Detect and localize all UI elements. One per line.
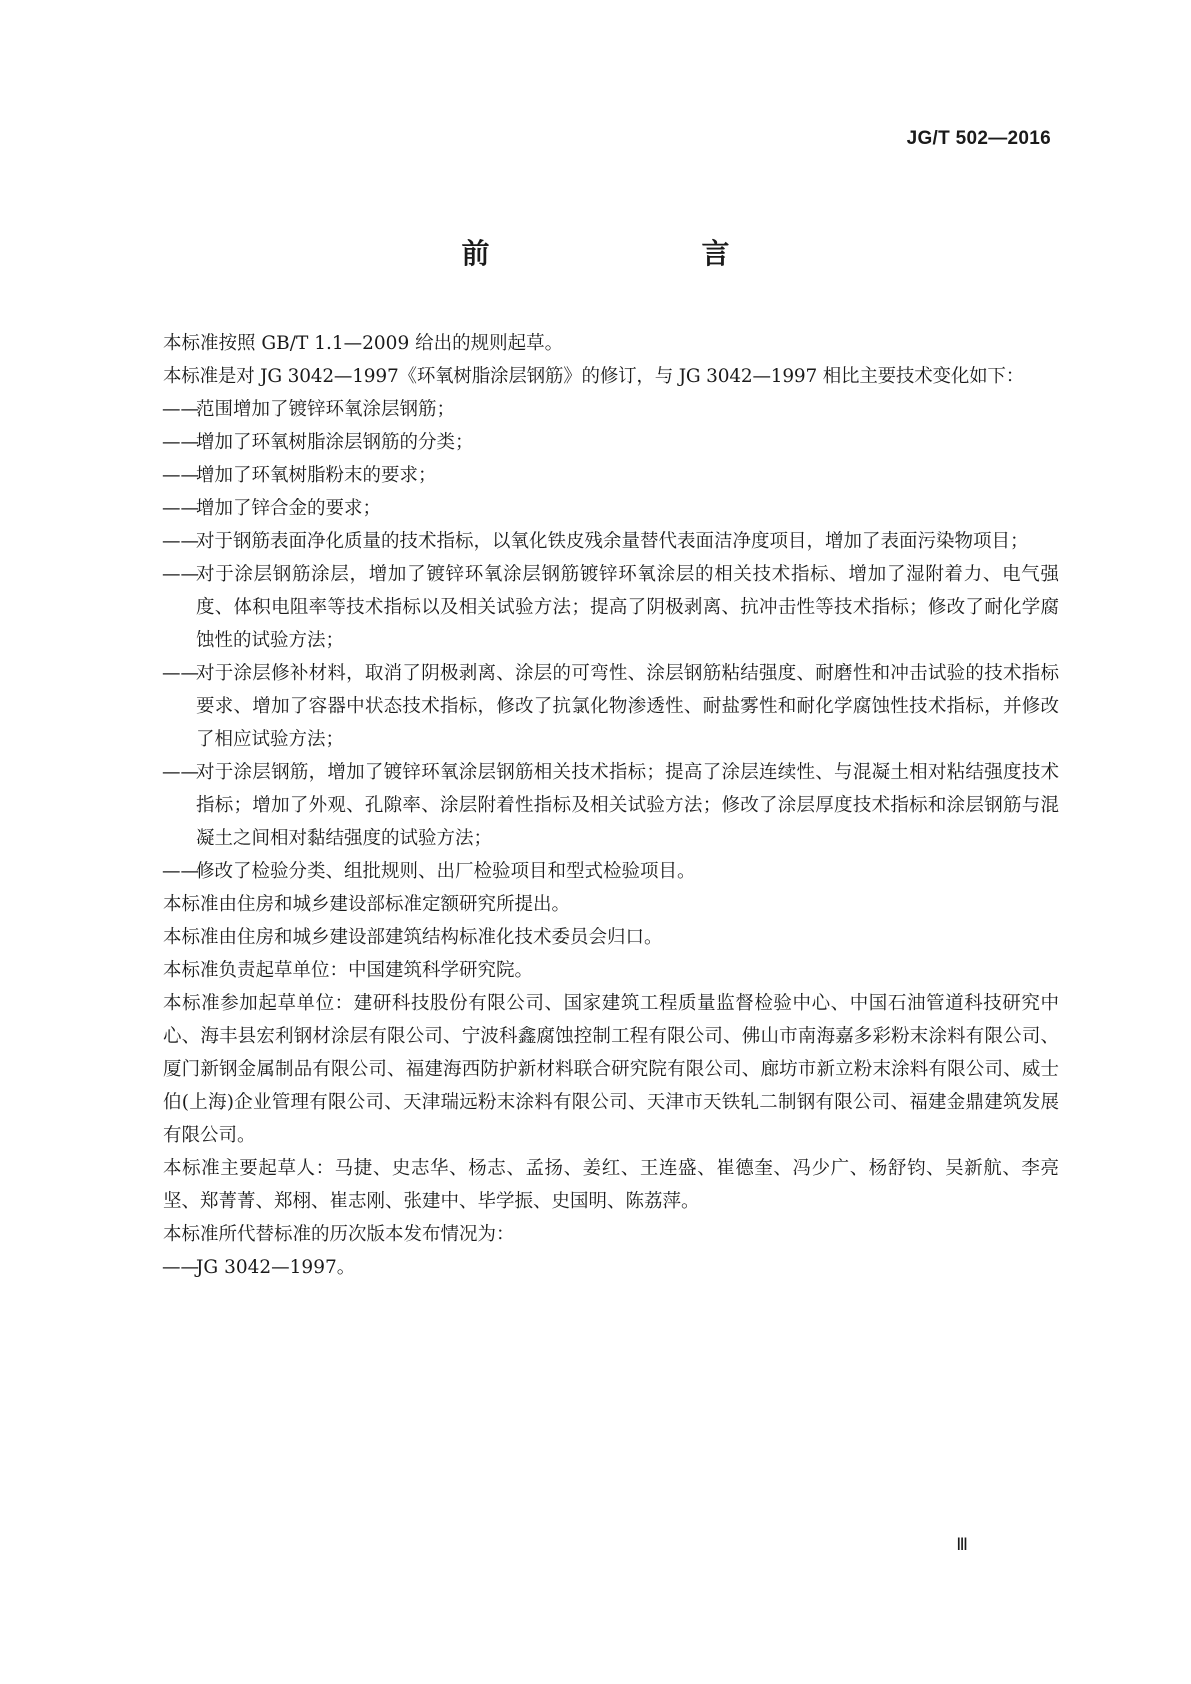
- standard-code: JG/T 502—2016: [906, 128, 1051, 149]
- list-item: [163, 525, 1059, 558]
- changes-list: [163, 393, 1059, 888]
- list-item: [163, 558, 1059, 657]
- dash-mark: ——: [162, 399, 199, 420]
- list-item-text: JG 3042—1997。: [196, 1257, 356, 1278]
- dash-mark: ——: [162, 498, 199, 519]
- list-item-text: 增加了锌合金的要求；: [196, 498, 382, 519]
- paragraph-history-intro: 本标准所代替标准的历次版本发布情况为：: [163, 1224, 515, 1245]
- dash-mark: ——: [162, 465, 199, 486]
- dash-mark: ——: [162, 531, 199, 552]
- page-number: Ⅲ: [956, 1535, 968, 1554]
- paragraph-participating-drafters: 本标准参加起草单位：建研科技股份有限公司、国家建筑工程质量监督检验中心、中国石油管道科技研究中心、海丰县宏利钢材涂层有限公司、宁波科鑫腐蚀控制工程有限公司、佛山市南海嘉多彩粉末涂料有限公司、厦门新钢金属制品有限公司、福建海西防护新材料联合研究院有限公司、廊坊市新立粉末涂料有限公司、威士伯(上海)企业管理有限公司、天津瑞远粉末涂料有限公司、天津市天铁轧二制钢有限公司、福建金鼎建筑发展有限公司。: [163, 993, 1059, 1146]
- paragraph-main-drafters: 本标准主要起草人：马捷、史志华、杨志、孟扬、姜红、王连盛、崔德奎、冯少广、杨舒钧、吴新航、李亮坚、郑菁菁、郑栩、崔志刚、张建中、毕学振、史国明、陈荔萍。: [163, 1158, 1059, 1212]
- list-item: [163, 492, 1059, 525]
- list-item: [163, 1251, 1059, 1284]
- history-list: [163, 1251, 1059, 1284]
- list-item-text: 对于涂层钢筋，增加了镀锌环氧涂层钢筋相关技术指标；提高了涂层连续性、与混凝土相对粘结强度技术指标；增加了外观、孔隙率、涂层附着性指标及相关试验方法；修改了涂层厚度技术指标和涂层钢筋与混凝土之间相对黏结强度的试验方法；: [196, 762, 1059, 849]
- list-item-text: 增加了环氧树脂涂层钢筋的分类；: [196, 432, 474, 453]
- list-item: [163, 459, 1059, 492]
- paragraph-centralized-by: 本标准由住房和城乡建设部建筑结构标准化技术委员会归口。: [163, 927, 663, 948]
- dash-mark: ——: [162, 762, 199, 783]
- list-item-text: 对于涂层钢筋涂层，增加了镀锌环氧涂层钢筋镀锌环氧涂层的相关技术指标、增加了湿附着力、电气强度、体积电阻率等技术指标以及相关试验方法；提高了阴极剥离、抗冲击性等技术指标；修改了耐化学腐蚀性的试验方法；: [196, 564, 1059, 651]
- list-item-text: 对于钢筋表面净化质量的技术指标，以氧化铁皮残余量替代表面洁净度项目，增加了表面污染物项目；: [196, 531, 1029, 552]
- list-item-text: 对于涂层修补材料，取消了阴极剥离、涂层的可弯性、涂层钢筋粘结强度、耐磨性和冲击试验的技术指标要求、增加了容器中状态技术指标，修改了抗氯化物渗透性、耐盐雾性和耐化学腐蚀性技术指标，并修改了相应试验方法；: [196, 663, 1059, 750]
- paragraph-proposed-by: 本标准由住房和城乡建设部标准定额研究所提出。: [163, 894, 571, 915]
- dash-mark: ——: [162, 663, 199, 684]
- list-item: [163, 756, 1059, 855]
- paragraph-drafting-rules: 本标准按照 GB/T 1.1—2009 给出的规则起草。: [163, 333, 564, 354]
- paragraph-revision-intro: 本标准是对 JG 3042—1997《环氧树脂涂层钢筋》的修订，与 JG 3042—1997 相比主要技术变化如下：: [163, 366, 1025, 387]
- page-title: 前 言: [461, 237, 782, 270]
- list-item-text: 范围增加了镀锌环氧涂层钢筋；: [196, 399, 456, 420]
- list-item: [163, 426, 1059, 459]
- paragraph-lead-drafter: 本标准负责起草单位：中国建筑科学研究院。: [163, 960, 534, 981]
- list-item: [163, 657, 1059, 756]
- list-item: [163, 393, 1059, 426]
- list-item: [163, 855, 1059, 888]
- dash-mark: ——: [162, 564, 199, 585]
- foreword-body: [162, 327, 1059, 1284]
- dash-mark: ——: [162, 432, 199, 453]
- list-item-text: 修改了检验分类、组批规则、出厂检验项目和型式检验项目。: [196, 861, 696, 882]
- dash-mark: ——: [162, 861, 199, 882]
- list-item-text: 增加了环氧树脂粉末的要求；: [196, 465, 437, 486]
- dash-mark: ——: [162, 1257, 199, 1278]
